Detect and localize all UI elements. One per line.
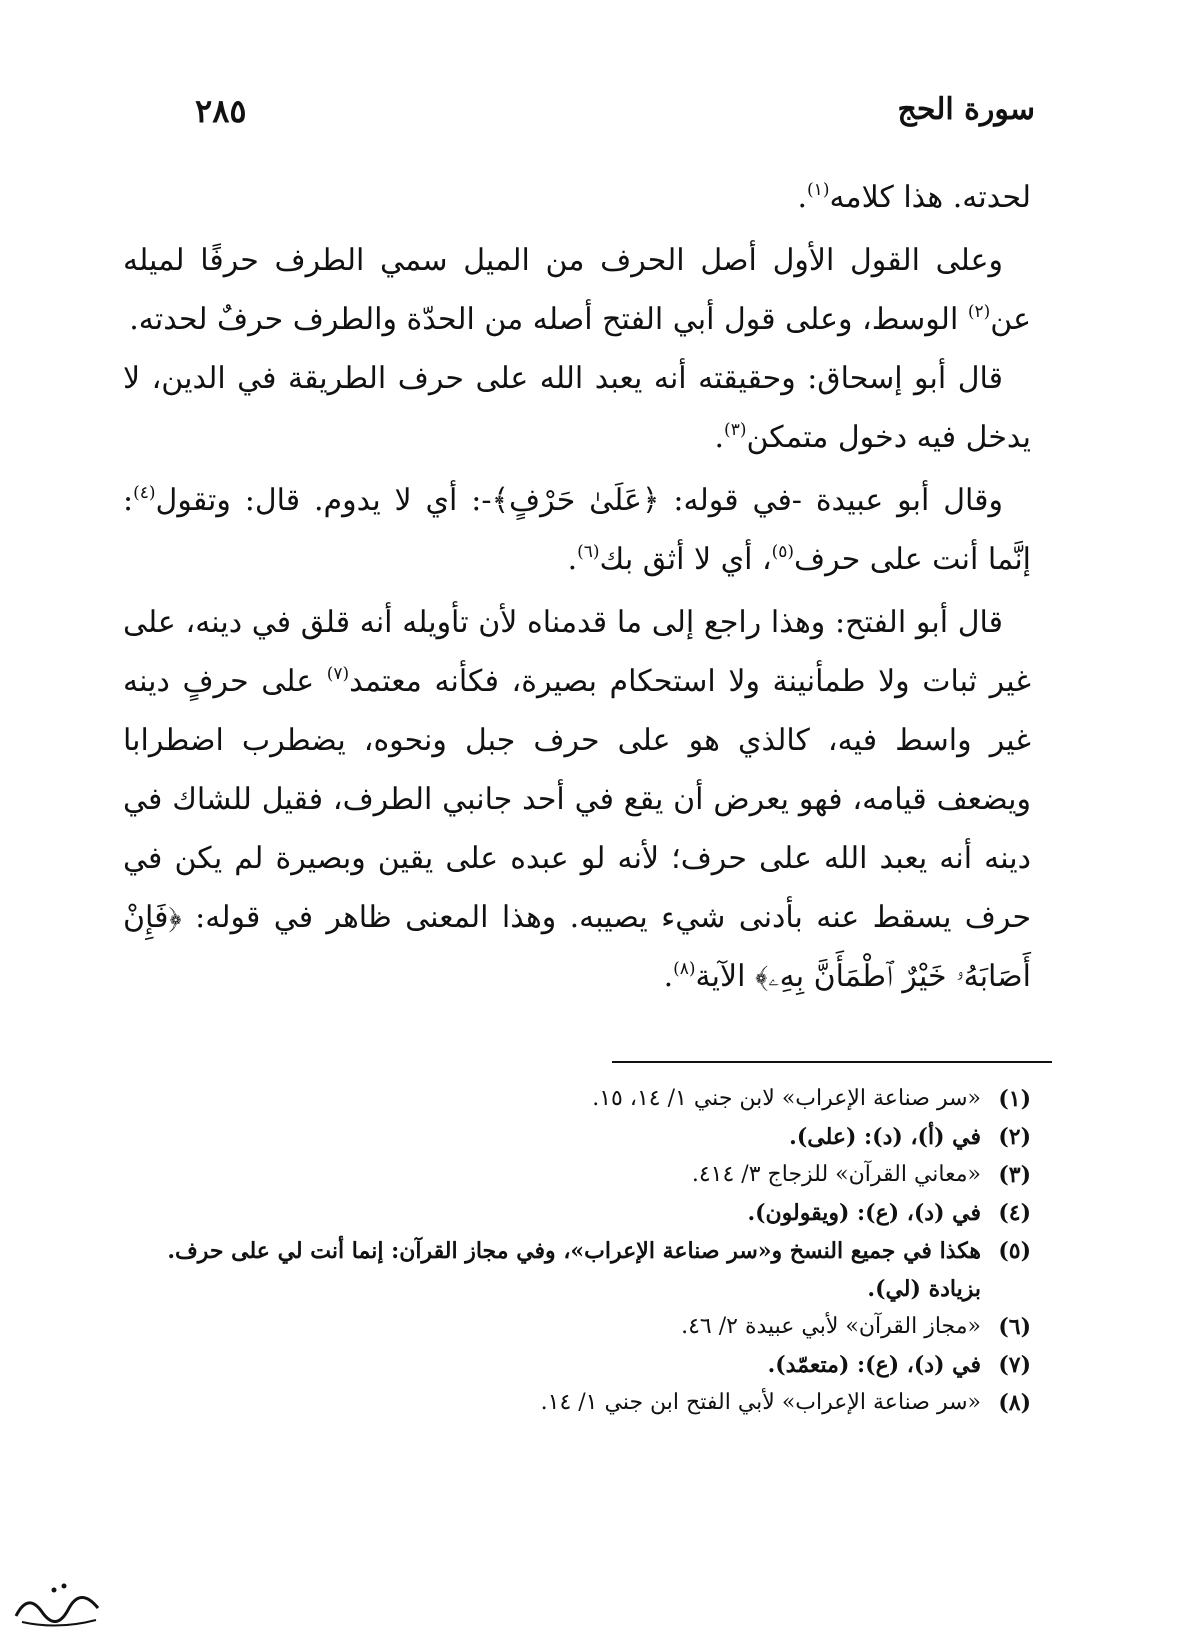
footnote-ref: (٧) [326, 664, 350, 684]
footnote-text: هكذا في جميع النسخ و«سر صناعة الإعراب»، وفي مجاز القرآن: إنما أنت لي على حرف. بزيادة (لي). [167, 1238, 981, 1302]
text-run: ، أي لا أثق بك [599, 542, 772, 577]
footnote-item [123, 1080, 1031, 1118]
footnote-ref: (٤) [133, 483, 156, 503]
footnote-item [123, 1232, 1031, 1308]
footnote-ref: (٥) [771, 542, 795, 562]
footnote-number: (٥) [998, 1238, 1031, 1264]
footnote-ref: (١) [807, 180, 830, 200]
text-run: الوسط، وعلى قول أبي الفتح أصله من الحدّة والطرف حرفٌ لحدته. [129, 302, 968, 337]
footnote-ref: (٦) [577, 542, 600, 562]
footnote-number: (١) [998, 1086, 1031, 1112]
footnote-item [123, 1118, 1031, 1156]
footnote-text: «مجاز القرآن» لأبي عبيدة ٢/ ٤٦. [681, 1314, 981, 1339]
main-text [123, 168, 1031, 1006]
paragraph-3 [123, 349, 1031, 467]
text-run: لحدته. هذا كلامه [829, 180, 1031, 215]
footnote-item [123, 1308, 1031, 1346]
footnote-text: في (أ)، (د): (على). [789, 1124, 981, 1150]
footnote-text: في (د)، (ع): (متعمّد). [767, 1352, 981, 1378]
paragraph-1 [123, 168, 1031, 227]
footnotes [123, 1080, 1031, 1422]
page-number: ٢٨٥ [195, 92, 247, 130]
publisher-logo [8, 1572, 108, 1632]
footnote-number: (٨) [998, 1390, 1031, 1416]
text-run: قال أبو الفتح: وهذا راجع إلى ما قدمناه لأن تأويله أنه قلق في دينه، على غير ثبات ولا طمأنينة ولا استحكام بصيرة، فكأنه معتمد [123, 605, 1031, 699]
footnote-divider [612, 1061, 1052, 1063]
footnote-ref: (٣) [724, 420, 747, 440]
footnote-number: (٦) [998, 1314, 1031, 1340]
text-run: على حرفٍ دينه غير واسط فيه، كالذي هو على حرف جبل ونحوه، يضطرب اضطرابا ويضعف قيامه، فهو يعرض أن يقع في أحد جانبي الطرف، فقيل للشاك في دينه أنه يعبد الله على حرف؛ لأنه لو عبده على يقين وبصيرة لم يكن في حرف يسقط عنه بأدنى شيء يصيبه. وهذا المعنى ظاهر في قوله: ﴿فَإِنْ أَصَابَهُۥ خَيْرٌ ٱطْمَأَنَّ بِهِۦ﴾ الآية [123, 664, 1031, 994]
footnote-number: (٢) [998, 1124, 1031, 1150]
footnote-text: «سر صناعة الإعراب» لابن جني ١/ ١٤، ١٥. [592, 1086, 981, 1111]
text-run: وعلى القول الأول أصل الحرف من الميل سمي الطرف حرفًا لميله عن [123, 243, 1031, 337]
footnote-number: (٣) [998, 1162, 1031, 1188]
footnote-text: «معاني القرآن» للزجاج ٣/ ٤١٤. [691, 1162, 981, 1187]
page-header [150, 92, 1035, 142]
footnote-text: «سر صناعة الإعراب» لأبي الفتح ابن جني ١/ ١٤. [540, 1390, 981, 1415]
paragraph-2 [123, 231, 1031, 349]
footnote-item [123, 1194, 1031, 1232]
text-run: قال أبو إسحاق: وحقيقته أنه يعبد الله على حرف الطريقة في الدين، لا يدخل فيه دخول متمكن [123, 361, 1031, 455]
text-run: . [663, 959, 674, 994]
paragraph-4 [123, 471, 1031, 589]
footnote-ref: (٨) [673, 959, 696, 979]
surah-title: سورة الحج [897, 92, 1035, 127]
footnote-text: في (د)، (ع): (ويقولون). [747, 1200, 981, 1226]
paragraph-5 [123, 593, 1031, 1006]
footnote-item [123, 1156, 1031, 1194]
footnote-item [123, 1384, 1031, 1422]
text-run: . [567, 542, 578, 577]
footnote-ref: (٢) [967, 302, 991, 322]
text-run: وقال أبو عبيدة -في قوله: ﴿عَلَىٰ حَرْفٍ﴾-: أي لا يدوم. قال: وتقول [155, 483, 1003, 518]
text-run: . [797, 180, 808, 215]
footnote-number: (٧) [998, 1352, 1031, 1378]
footnote-number: (٤) [998, 1200, 1031, 1226]
text-run: : إنَّما أنت على حرف [123, 483, 1031, 577]
footnote-item [123, 1346, 1031, 1384]
text-run: . [714, 420, 725, 455]
